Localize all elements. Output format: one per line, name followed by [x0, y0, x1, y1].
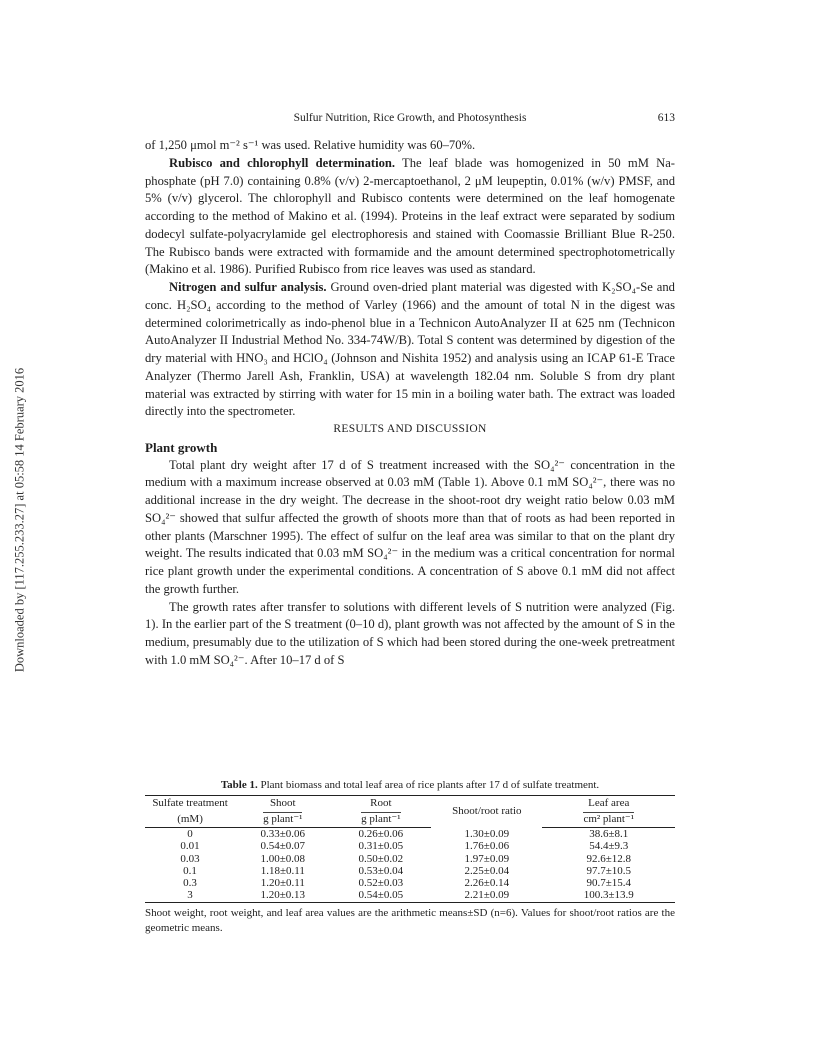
paragraph-nitrogen-sulfur — [145, 279, 675, 421]
table-cell: 2.21±0.09 — [431, 889, 542, 902]
table-caption-text: Plant biomass and total leaf area of rice plants after 17 d of sulfate treatment. — [260, 779, 600, 791]
article-body — [145, 137, 675, 670]
page-number: 613 — [657, 112, 675, 124]
table-cell: 3 — [145, 889, 235, 902]
header-shoot: Shoot — [235, 796, 330, 812]
header-leaf-area: Leaf area — [542, 796, 675, 812]
running-title: Sulfur Nutrition, Rice Growth, and Photosynthesis — [293, 112, 527, 124]
subsection-heading: Plant growth — [145, 439, 218, 455]
download-sidebar — [0, 0, 40, 1056]
table-row — [145, 877, 675, 889]
table-cell: 1.20±0.13 — [235, 889, 330, 902]
header-sulfate: Sulfate treatment — [145, 796, 235, 812]
unit-leaf-area: cm² plant⁻¹ — [542, 811, 675, 828]
table-cell: 100.3±13.9 — [542, 889, 675, 902]
table-cell: 0.52±0.03 — [358, 877, 404, 890]
table-cell: 97.7±10.5 — [586, 864, 631, 877]
paragraph-plant-growth: Total plant dry weight after 17 d of S treatment increased with the SO₄²⁻ concentration in the medium with a maximum increase observed at 0.03 mM (Table 1). Above 0.1 mM SO₄²⁻, there was no additional increase in the dry weight. The decrease in the shoot-root dry weight ratio below 0.03 mM SO₄²⁻ showed that sulfur affected the growth of shoots more than that of roots as had been reported in other plants (Marschner 1995). The effect of sulfur on the leaf area was similar to that on the plant dry weight. The results indicated that 0.03 mM SO₄²⁻ in the medium was a critical concentration for normal rice plant growth under the experimental conditions. A concentration of S above 0.1 mM did not affect the growth further. — [145, 457, 675, 596]
unit-root: g plant⁻¹ — [330, 811, 431, 828]
table-cell: 0.54±0.05 — [330, 889, 431, 902]
table-unit-row — [145, 811, 675, 828]
table-1 — [145, 779, 675, 936]
table-cell: 1.18±0.11 — [260, 864, 305, 877]
table-cell: 0.54±0.07 — [260, 840, 306, 853]
table-cell: 0.1 — [183, 864, 197, 877]
paragraph-nitrogen-sulfur-text: Ground oven-dried plant material was digested with K₂SO₄-Se and conc. H₂SO₄ according to the method of Varley (1966) and the amount of total N in the digest was determined colorimetrically as indo-phenol blue in a Technicon AutoAnalyzer II at 625 nm (Technicon AutoAnalyzer II Industrial Method No. 334-74W/B). Total S content was determined by digestion of the dry material with HNO₃ and HClO₄ (Johnson and Nishita 1952) and analysis using an ICAP 61-E Trace Analyzer (Thermo Jarell Ash, Franklin, USA) at wavelength 182.04 nm. Soluble S from dry plant material was extracted by stirring with water for 15 min in a boiling water bath. The extract was loaded directly into the spectrometer. — [145, 280, 675, 419]
table-footnote: Shoot weight, root weight, and leaf area values are the arithmetic means±SD (n=6). Values for shoot/root ratios are the geometric means. — [145, 906, 675, 934]
table-cell: 0.33±0.06 — [260, 828, 306, 840]
table-cell: 38.6±8.1 — [589, 828, 629, 840]
table-row — [145, 889, 675, 902]
paragraph-growth-rates: The growth rates after transfer to solutions with different levels of S nutrition were analyzed (Fig. 1). In the earlier part of the S treatment (0–10 d), plant growth was not affected by the amount of S in the medium, presumably due to the utilization of S which had been stored during the one-week pretreatment with 1.0 mM SO₄²⁻. After 10–17 d of S — [145, 599, 675, 667]
unit-shoot: g plant⁻¹ — [235, 811, 330, 828]
table-cell: 0.31±0.05 — [358, 840, 404, 853]
running-head — [145, 112, 675, 128]
data-table — [145, 795, 675, 903]
header-root: Root — [330, 796, 431, 812]
table-cell: 1.97±0.09 — [464, 852, 510, 865]
table-row — [145, 853, 675, 865]
table-row — [145, 828, 675, 841]
table-caption — [145, 779, 675, 791]
table-cell: 54.4±9.3 — [589, 840, 629, 853]
table-row — [145, 840, 675, 852]
table-cell: 1.00±0.08 — [260, 852, 306, 865]
table-cell: 1.20±0.11 — [260, 877, 305, 890]
paragraph-rubisco-text: The leaf blade was homogenized in 50 mM Na-phosphate (pH 7.0) containing 0.8% (v/v) 2-mercaptoethanol, 2 μM leupeptin, 0.01% (w/v) PMSF, and 5% (v/v) glycerol. The chlorophyll and Rubisco contents were determined on the leaf homogenate according to the method of Makino et al. (1994). Proteins in the leaf extract were separated by sodium dodecyl sulfate-polyacrylamide gel electrophoresis and stained with Coomassie Brilliant Blue R-250. The Rubisco bands were extracted with formamide and the amount determined spectrophotometrically (Makino et al. 1986). Purified Rubisco from rice leaves was used as standard. — [145, 155, 675, 277]
table-cell: 0 — [187, 828, 193, 840]
runin-heading-nitrogen-sulfur: Nitrogen and sulfur analysis. — [169, 280, 327, 294]
table-cell: 0.53±0.04 — [358, 864, 404, 877]
download-notice: Downloaded by [117.255.233.27] at 05:58 14 February 2016 — [12, 367, 27, 673]
table-caption-label: Table 1. — [220, 779, 258, 791]
table-cell: 2.25±0.04 — [464, 864, 510, 877]
table-cell: 0.01 — [180, 840, 200, 853]
paragraph-continuation: of 1,250 μmol m⁻² s⁻¹ was used. Relative humidity was 60–70%. — [145, 138, 476, 152]
table-cell: 92.6±12.8 — [586, 852, 631, 865]
paragraph-rubisco — [145, 155, 675, 279]
table-cell: 0.26±0.06 — [358, 828, 404, 840]
table-cell: 90.7±15.4 — [586, 877, 631, 890]
header-ratio: Shoot/root ratio — [431, 796, 542, 828]
unit-sulfate: (mM) — [145, 811, 235, 828]
table-header-row — [145, 796, 675, 812]
table-cell: 0.50±0.02 — [358, 852, 404, 865]
table-cell: 1.30±0.09 — [464, 827, 510, 840]
table-cell: 2.26±0.14 — [464, 877, 510, 890]
table-cell: 1.76±0.06 — [464, 840, 510, 853]
table-row — [145, 865, 675, 877]
table-cell: 0.3 — [183, 877, 197, 890]
runin-heading-rubisco: Rubisco and chlorophyll determination. — [169, 155, 396, 170]
section-heading: RESULTS AND DISCUSSION — [333, 423, 487, 435]
table-cell: 0.03 — [180, 852, 200, 865]
